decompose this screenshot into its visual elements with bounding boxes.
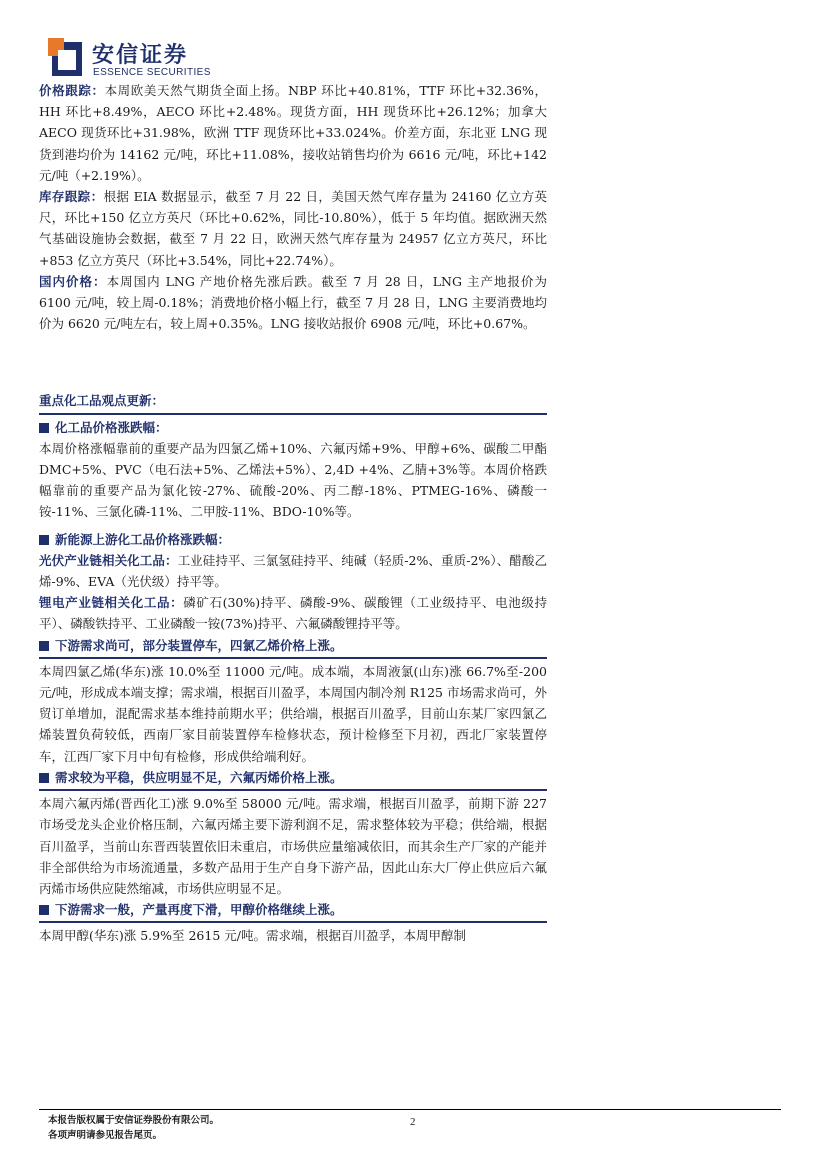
li-chain-text: 磷矿石(30%)持平、磷酸-9%、碳酸锂（工业级持平、电池级持平）、磷酸铁持平、工业磷酸一铵(73%)持平、六氟磷酸锂持平等。	[39, 595, 547, 632]
block-title-methanol: 下游需求一般，产量再度下滑，甲醇价格继续上涨。	[39, 899, 547, 920]
block-text-tetrachloroethylene: 本周四氯乙烯(华东)涨 10.0%至 11000 元/吨。成本端，本周液氯(山东)涨 66.7%至-200 元/吨，形成成本端支撑；需求端，根据百川盈孚，本周国内制冷剂 R125 市场需求尚可，外贸订单增加，混配需求基本维持前期水平；供给端，根据百川盈孚，目前山东某厂家四氯乙烯装置负荷较低，西南厂家目前装置停车检修状态，预计检修至下月初，西北厂家装置停车，江西厂家下月中旬有检修，形成供给端利好。	[39, 663, 547, 764]
block-title-price-changes: 化工品价格涨跌幅：	[39, 417, 547, 438]
block-divider	[39, 657, 547, 659]
section-title: 重点化工品观点更新：	[39, 393, 165, 409]
block-title-tetrachloroethylene: 下游需求尚可，部分装置停车，四氯乙烯价格上涨。	[39, 635, 547, 656]
block-text-price-changes: 本周价格涨幅靠前的重要产品为四氯乙烯+10%、六氟丙烯+9%、甲醇+6%、碳酸二甲酯 DMC+5%、PVC（电石法+5%、乙烯法+5%）、2,4D +4%、乙腈+3%等。本周价格跌幅靠前的重要产品为氯化铵-27%、硫酸-20%、丙二醇-18%、PTMEG-16%、磷酸一铵-11%、三氯化磷-11%、二甲胺-11%、BDO-10%等。	[39, 440, 547, 520]
square-bullet-icon	[39, 905, 49, 915]
block-divider	[39, 921, 547, 923]
page-number: 2	[410, 1116, 416, 1128]
square-bullet-icon	[39, 641, 49, 651]
square-bullet-icon	[39, 773, 49, 783]
price-tracking-lead: 价格跟踪：	[39, 83, 105, 98]
domestic-price-paragraph	[39, 271, 547, 335]
li-chain-lead: 锂电产业链相关化工品：	[39, 595, 184, 611]
brand-name-en: ESSENCE SECURITIES	[93, 67, 211, 78]
footer-disclaimer	[48, 1113, 219, 1143]
brand-header	[48, 38, 268, 80]
footer-statement: 各项声明请参见报告尾页。	[48, 1130, 163, 1141]
brand-name-cn: 安信证券	[92, 43, 189, 68]
block-text-methanol: 本周甲醇(华东)涨 5.9%至 2615 元/吨。需求端，根据百川盈孚，本周甲醇制	[39, 928, 466, 944]
block-divider	[39, 789, 547, 791]
square-bullet-icon	[39, 423, 49, 433]
footer-rule	[39, 1109, 781, 1110]
footer-copyright: 本报告版权属于安信证券股份有限公司。	[48, 1115, 220, 1126]
domestic-price-lead: 国内价格：	[39, 273, 107, 289]
report-body	[39, 80, 547, 947]
inventory-tracking-lead: 库存跟踪：	[39, 189, 104, 205]
pv-chain-text: 工业硅持平、三氯氢硅持平、纯碱（轻质-2%、重质-2%）、醋酸乙烯-9%、EVA（光伏级）持平等。	[39, 552, 547, 590]
section-divider	[39, 413, 547, 415]
block-title-hexafluoropropylene: 需求较为平稳，供应明显不足，六氟丙烯价格上涨。	[39, 767, 547, 788]
brand-logo-icon	[48, 38, 82, 76]
price-tracking-text: 本周欧美天然气期货全面上扬。NBP 环比+40.81%，TTF 环比+32.36%，HH 环比+8.49%，AECO 环比+2.48%。现货方面，HH 现货环比+26.12%；加拿大 AECO 现货环比+31.98%，欧洲 TTF 现货环比+33.024%。价差方面，东北亚 LNG 现货到港均价为 14162 元/吨，环比+11.08%，接收站销售均价为 6616 元/吨，环比+142 元/吨（+2.19%）。	[39, 83, 547, 183]
domestic-price-text: 本周国内 LNG 产地价格先涨后跌。截至 7 月 28 日，LNG 主产地报价为 6100 元/吨，较上周-0.18%；消费地价格小幅上行，截至 7 月 28 日，LNG 主要消费地均价为 6620 元/吨左右，较上周+0.35%。LNG 接收站报价 6908 元/吨，环比+0.67%。	[39, 273, 547, 332]
block-title-new-energy: 新能源上游化工品价格涨跌幅：	[39, 529, 547, 550]
price-tracking-paragraph	[39, 80, 547, 186]
square-bullet-icon	[39, 535, 49, 545]
inventory-tracking-text: 根据 EIA 数据显示，截至 7 月 22 日，美国天然气库存量为 24160 亿立方英尺，环比+150 亿立方英尺（环比+0.62%，同比-10.80%），低于 5 年均值。据欧洲天然气基础设施协会数据，截至 7 月 22 日，欧洲天然气库存量为 24957 亿立方英尺，环比+853 亿立方英尺（环比+3.54%，同比+22.74%）。	[39, 189, 547, 268]
li-chain-paragraph	[39, 592, 547, 634]
block-text-hexafluoropropylene: 本周六氟丙烯(晋西化工)涨 9.0%至 58000 元/吨。需求端，根据百川盈孚，前期下游 227 市场受龙头企业价格压制，六氟丙烯主要下游利润不足，需求整体较为平稳；供给端，根据百川盈孚，当前山东晋西装置依旧未重启，市场供应量缩减依旧，而其余生产厂家的产能并非全部供给为市场流通量，多数产品用于生产自身下游产品，因此山东大厂停止供应后六氟丙烯市场供应陡然缩减，市场供应明显不足。	[39, 796, 547, 896]
pv-chain-paragraph	[39, 550, 547, 592]
inventory-tracking-paragraph	[39, 186, 547, 271]
pv-chain-lead: 光伏产业链相关化工品：	[39, 552, 178, 568]
